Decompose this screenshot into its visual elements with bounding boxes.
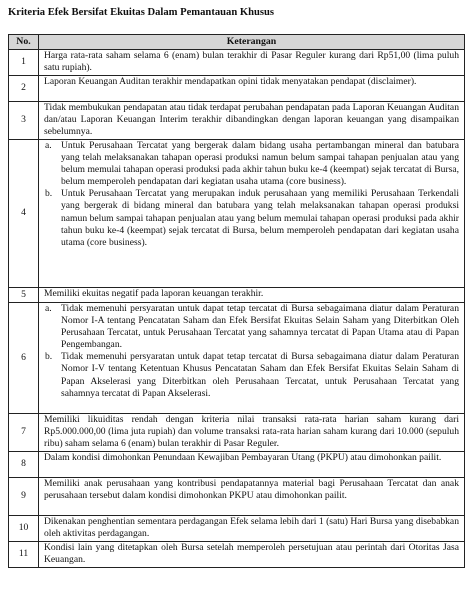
sub-item-text: Tidak memenuhi persyaratan untuk dapat tetap tercatat di Bursa sebagaimana diatur dalam Peraturan Nomor I-V tentang Ketentuan Khusus Pencatatan Saham dan Efek Bersifat Ekuitas Selain Saham di Papan Akselerasi yang Diterbitkan oleh Perusahaan Tercatat, untuk Perusahaan Tercatat yang sahamnya tercatat di Papan Akselerasi. [61, 351, 459, 399]
row-text [39, 76, 465, 102]
row-text [39, 288, 465, 303]
row-text [39, 542, 465, 568]
row-text [39, 140, 465, 288]
row-number: 4 [9, 140, 39, 288]
table-row [9, 140, 465, 288]
row-text [39, 452, 465, 478]
row-text [39, 414, 465, 452]
criteria-text: Dikenakan penghentian sementara perdagangan Efek selama lebih dari 1 (satu) Hari Bursa yang disebabkan oleh aktivitas perdagangan. [44, 516, 459, 540]
table-header-row [9, 35, 465, 50]
row-text [39, 516, 465, 542]
row-number: 6 [9, 303, 39, 414]
header-keterangan: Keterangan [39, 35, 465, 50]
row-number: 7 [9, 414, 39, 452]
table-row [9, 288, 465, 303]
row-number: 2 [9, 76, 39, 102]
criteria-text: Memiliki anak perusahaan yang kontribusi pendapatannya material bagi Perusahaan Tercatat dan anak perusahaan tersebut dalam kondisi dimohonkan PKPU atau dimohonkan pailit. [44, 478, 459, 502]
row-number: 11 [9, 542, 39, 568]
row-text [39, 303, 465, 414]
sub-item-text: Untuk Perusahaan Tercatat yang bergerak dalam bidang usaha pertambangan mineral dan batubara yang telah melaksanakan tahapan operasi produksi namun belum sampai tahapan penjualan atau yang belum memulai tahapan operasi produksi pada akhir tahun buku ke-4 (keempat) sejak tercatat di Bursa, belum memperoleh pendapatan dari kegiatan usaha utama (core business). [61, 140, 459, 188]
criteria-text: Laporan Keuangan Auditan terakhir mendapatkan opini tidak menyatakan pendapat (disclaimer). [44, 76, 417, 87]
table-row [9, 452, 465, 478]
criteria-table [8, 34, 465, 568]
row-number: 5 [9, 288, 39, 303]
sub-item [44, 140, 459, 188]
row-number: 10 [9, 516, 39, 542]
row-number: 9 [9, 478, 39, 516]
criteria-text: Dalam kondisi dimohonkan Penundaan Kewajiban Pembayaran Utang (PKPU) atau dimohonkan pailit. [44, 452, 442, 463]
sub-item [44, 303, 459, 351]
table-row [9, 478, 465, 516]
row-number: 3 [9, 102, 39, 140]
table-row [9, 414, 465, 452]
row-text [39, 50, 465, 76]
criteria-text: Memiliki ekuitas negatif pada laporan keuangan terakhir. [44, 288, 264, 299]
sub-item-text: Tidak memenuhi persyaratan untuk dapat tetap tercatat di Bursa sebagaimana diatur dalam Peraturan Nomor I-A tentang Pencatatan Saham dan Efek Bersifat Ekuitas Selain Saham yang Diterbitkan Oleh Perusahaan Tercatat, untuk Perusahaan Tercatat yang sahamnya tercatat di Papan Utama atau di Papan Pengembangan. [61, 303, 459, 351]
sub-item-text: Untuk Perusahaan Tercatat yang merupakan induk perusahaan yang memiliki Perusahaan Terkendali yang bergerak di bidang mineral dan batubara yang telah melaksanakan tahapan operasi produksi namun belum sampai tahapan penjualan atau yang belum memulai tahapan operasi produksi pada akhir tahun buku ke-4 (keempat) sejak tercatat di Bursa, belum memperoleh pendapatan dari kegiatan usaha utama (core business). [61, 188, 459, 248]
sub-item [44, 351, 459, 399]
row-number: 8 [9, 452, 39, 478]
table-row [9, 542, 465, 568]
table-row [9, 102, 465, 140]
row-text [39, 478, 465, 516]
table-row [9, 76, 465, 102]
criteria-text: Tidak membukukan pendapatan atau tidak terdapat perubahan pendapatan pada Laporan Keuangan Auditan dan/atau Laporan Keuangan Interim terakhir dibandingkan dengan laporan keuangan yang disampaikan sebelumnya. [44, 102, 459, 138]
row-text [39, 102, 465, 140]
document-title: Kriteria Efek Bersifat Ekuitas Dalam Pemantauan Khusus [8, 7, 275, 18]
criteria-text: Harga rata-rata saham selama 6 (enam) bulan terakhir di Pasar Reguler kurang dari Rp51,00 (lima puluh satu rupiah). [44, 50, 459, 74]
table-row [9, 516, 465, 542]
criteria-text: Kondisi lain yang ditetapkan oleh Bursa setelah memperoleh persetujuan atau perintah dari Otoritas Jasa Keuangan. [44, 542, 459, 566]
table-row [9, 303, 465, 414]
sub-item [44, 188, 459, 248]
sub-item-label: a. [45, 303, 52, 314]
sub-item-label: b. [45, 188, 53, 200]
header-no: No. [9, 35, 39, 50]
criteria-text: Memiliki likuiditas rendah dengan kriteria nilai transaksi rata-rata harian saham kurang dari Rp5.000.000,00 (lima juta rupiah) dan volume transaksi rata-rata harian saham kurang dari 10.000 (sepuluh ribu) saham selama 6 (enam) bulan terakhir di Pasar Reguler. [44, 414, 459, 450]
sub-item-label: a. [45, 140, 52, 151]
row-number: 1 [9, 50, 39, 76]
table-row [9, 50, 465, 76]
sub-item-label: b. [45, 351, 53, 363]
